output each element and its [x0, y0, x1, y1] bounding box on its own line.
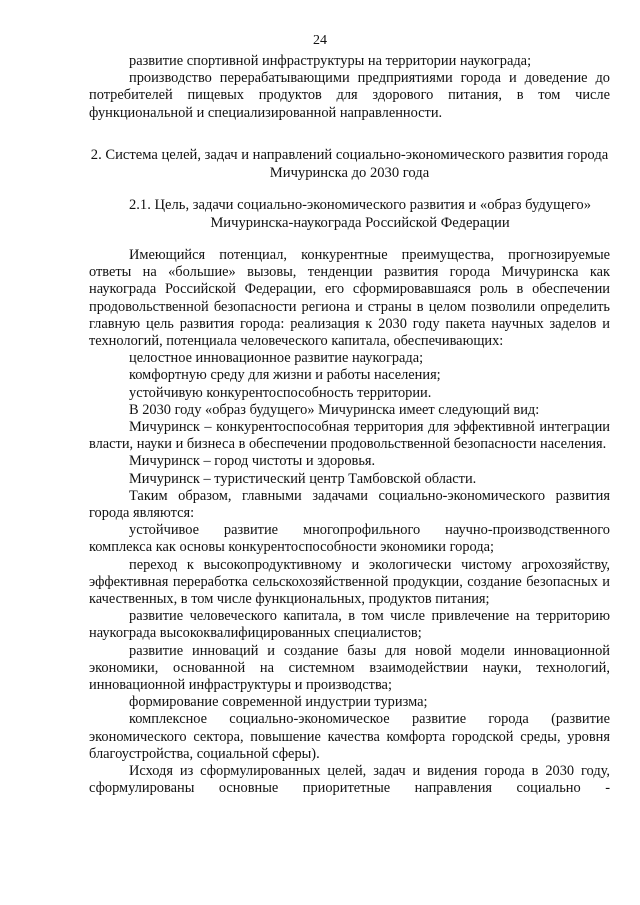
vision-item: Мичуринск – туристический центр Тамбовской области. — [129, 470, 477, 487]
intro-item: производство перерабатывающими предприятиями города и доведение до потребителей пищевых продуктов для здорового питания, в том числе функциональной и специализированной направленности. — [89, 70, 610, 121]
task-item: комплексное социально-экономическое развитие города (развитие экономического сектора, повышение качества комфорта городской среды, уровня благоустройства, социальной сферы). — [89, 711, 610, 762]
task-item: развитие инноваций и создание базы для новой модели инновационной экономики, основанной на системном взаимодействии науки, технологий, инновационной инфраструктуры и производства; — [89, 642, 610, 694]
body-block — [89, 247, 610, 798]
paragraph-goal: Имеющийся потенциал, конкурентные преимущества, прогнозируемые ответы на «большие» вызовы, тенденции развития города Мичуринска как наукограда Российской Федерации, его сформировавшаяся роль в обеспечении продовольственной безопасности региона и страны в целом позволили определить главную цель развития города: реализация к 2030 году пакета научных заделов и технологий, потенциала человеческого капитала, обеспечивающих: — [89, 247, 610, 350]
task-item: переход к высокопродуктивному и экологически чистому агрохозяйству, эффективная переработка сельскохозяйственной продукции, создание безопасных и качественных, в том числе функциональных, продуктов питания; — [89, 556, 610, 608]
paragraph-directions: Исходя из сформулированных целей, задач и видения города в 2030 году, — [129, 763, 610, 780]
page-number: 24 — [313, 33, 327, 48]
goal-item: устойчивую конкурентоспособность территории. — [129, 384, 432, 401]
task-item: развитие человеческого капитала, в том числе привлечение на территорию наукограда высококвалифицированных специалистов; — [89, 608, 610, 642]
paragraph-tasks-intro: Таким образом, главными задачами социально-экономического развития города являются: — [89, 487, 610, 522]
goal-item: целостное инновационное развитие наукограда; — [129, 350, 424, 367]
goal-item: комфортную среду для жизни и работы населения; — [129, 367, 441, 384]
task-item: формирование современной индустрии туризма; — [129, 694, 428, 711]
intro-item: развитие спортивной инфраструктуры на территории наукограда; — [129, 53, 532, 69]
vision-item: Мичуринск – конкурентоспособная территория для эффективной интеграции власти, науки и бизнеса в обеспечении продовольственной безопасности населения. — [89, 419, 610, 453]
task-item: устойчивое развитие многопрофильного научно-производственного комплекса как основы конкурентоспособности экономики города; — [89, 522, 610, 556]
section-heading: 2. Система целей, задач и направлений социально-экономического развития города Мичуринска до 2030 года — [90, 147, 609, 181]
intro-block — [89, 53, 610, 122]
paragraph-directions-cont: сформулированы основные приоритетные направления социально - — [89, 780, 610, 797]
subsection-heading: 2.1. Цель, задачи социально-экономического развития и «образ будущего» Мичуринска-наукограда Российской Федерации — [128, 197, 592, 231]
paragraph-vision-intro: В 2030 году «образ будущего» Мичуринска имеет следующий вид: — [129, 401, 540, 418]
vision-item: Мичуринск – город чистоты и здоровья. — [129, 453, 376, 470]
